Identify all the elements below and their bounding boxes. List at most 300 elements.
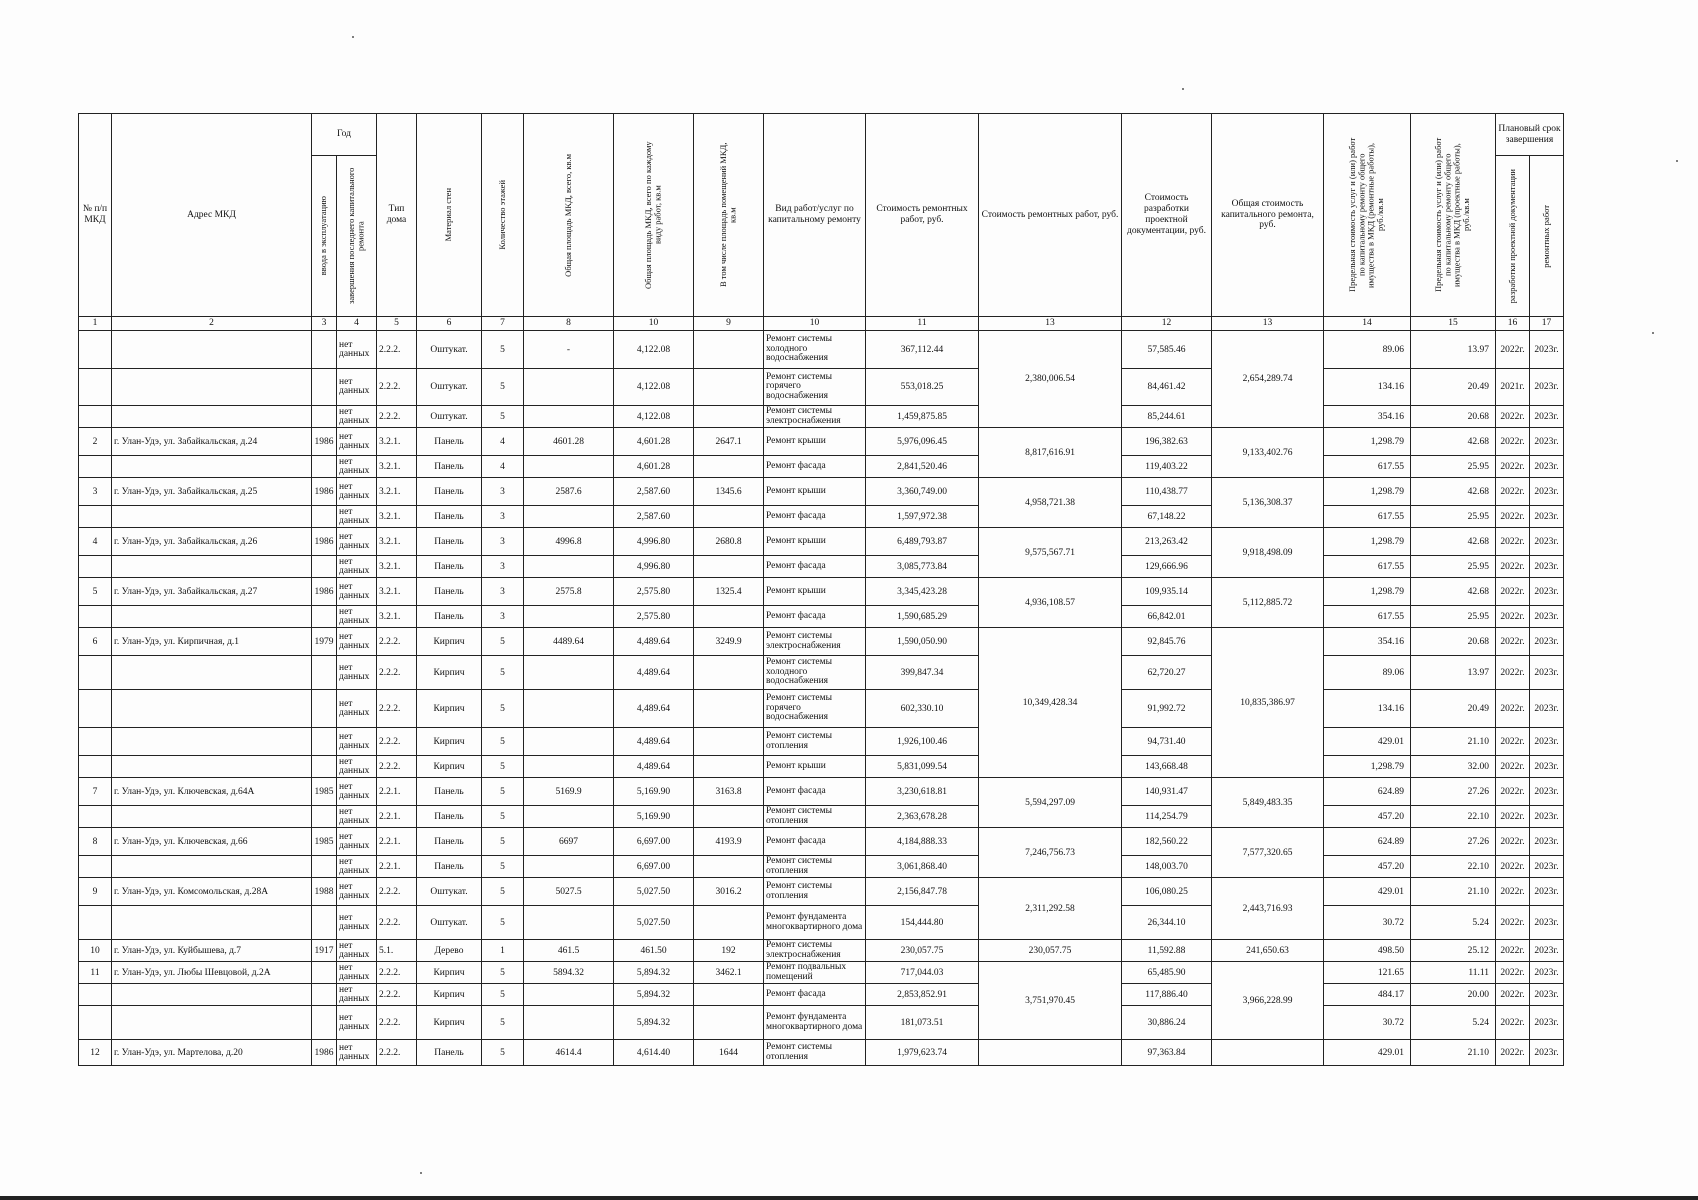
cell-address xyxy=(112,984,312,1006)
cell-deadline-design: 2022г. xyxy=(1496,556,1530,578)
cell-premises-area xyxy=(694,1006,764,1040)
cell-num xyxy=(79,406,112,428)
cell-premises-area: 4193.9 xyxy=(694,828,764,856)
cell-limit-design: 42.68 xyxy=(1411,578,1496,606)
cell-floors: 5 xyxy=(482,806,524,828)
header-floors: Количество этажей xyxy=(482,114,524,317)
cell-address xyxy=(112,728,312,756)
cell-repair-cost: 717,044.03 xyxy=(866,962,979,984)
cell-premises-area: 2680.8 xyxy=(694,528,764,556)
cell-deadline-design: 2022г. xyxy=(1496,528,1530,556)
cell-year-last-repair: нет данных xyxy=(337,628,377,656)
cell-num: 11 xyxy=(79,962,112,984)
cell-limit-design: 25.95 xyxy=(1411,556,1496,578)
cell-year-last-repair: нет данных xyxy=(337,656,377,690)
cell-work-type: Ремонт системы отопления xyxy=(764,1040,866,1066)
header-premises-area: В том числе площадь помещений МКД, кв.м xyxy=(694,114,764,317)
cell-design-cost: 110,438.77 xyxy=(1122,478,1212,506)
cell-work-type: Ремонт системы отопления xyxy=(764,806,866,828)
cell-design-cost: 148,003.70 xyxy=(1122,856,1212,878)
table-row xyxy=(79,878,1564,906)
cell-design-cost: 26,344.10 xyxy=(1122,906,1212,940)
cell-deadline-design: 2022г. xyxy=(1496,778,1530,806)
cell-repair-cost: 3,085,773.84 xyxy=(866,556,979,578)
column-number: 8 xyxy=(524,317,614,331)
cell-address: г. Улан-Удэ, ул. Куйбышева, д.7 xyxy=(112,940,312,962)
cell-repair-cost: 3,360,749.00 xyxy=(866,478,979,506)
cell-deadline-design: 2022г. xyxy=(1496,878,1530,906)
cell-limit-repair: 457.20 xyxy=(1324,806,1411,828)
cell-area-per-work: 5,169.90 xyxy=(614,778,694,806)
cell-wall-material: Кирпич xyxy=(417,1006,482,1040)
cell-num xyxy=(79,506,112,528)
cell-year-commission: 1917 xyxy=(312,940,337,962)
cell-limit-repair: 624.89 xyxy=(1324,778,1411,806)
cell-house-type: 2.2.2. xyxy=(377,406,417,428)
cell-limit-repair: 457.20 xyxy=(1324,856,1411,878)
table-row xyxy=(79,806,1564,828)
cell-address: г. Улан-Удэ, ул. Ключевская, д.66 xyxy=(112,828,312,856)
cell-deadline-repair: 2023г. xyxy=(1530,369,1564,406)
cell-total-area xyxy=(524,856,614,878)
cell-total-area: 5027.5 xyxy=(524,878,614,906)
cell-total-cost: 2,443,716.93 xyxy=(1212,878,1324,940)
cell-total-cost: 7,577,320.65 xyxy=(1212,828,1324,878)
cell-repair-cost-total: 9,575,567.71 xyxy=(979,528,1122,578)
cell-design-cost: 106,080.25 xyxy=(1122,878,1212,906)
cell-deadline-design: 2022г. xyxy=(1496,428,1530,456)
cell-design-cost: 109,935.14 xyxy=(1122,578,1212,606)
cell-deadline-design: 2022г. xyxy=(1496,506,1530,528)
cell-floors: 5 xyxy=(482,728,524,756)
cell-deadline-repair: 2023г. xyxy=(1530,1040,1564,1066)
cell-design-cost: 117,886.40 xyxy=(1122,984,1212,1006)
cell-house-type: 2.2.1. xyxy=(377,778,417,806)
cell-limit-design: 42.68 xyxy=(1411,478,1496,506)
table-row xyxy=(79,406,1564,428)
cell-deadline-design: 2022г. xyxy=(1496,962,1530,984)
cell-limit-design: 20.49 xyxy=(1411,690,1496,728)
table-row xyxy=(79,528,1564,556)
cell-premises-area: 3163.8 xyxy=(694,778,764,806)
cell-deadline-repair: 2023г. xyxy=(1530,506,1564,528)
cell-deadline-repair: 2023г. xyxy=(1530,878,1564,906)
cell-work-type: Ремонт системы электроснабжения xyxy=(764,940,866,962)
cell-deadline-repair: 2023г. xyxy=(1530,606,1564,628)
cell-limit-repair: 429.01 xyxy=(1324,1040,1411,1066)
cell-floors: 5 xyxy=(482,778,524,806)
cell-total-cost: 3,966,228.99 xyxy=(1212,962,1324,1040)
cell-area-per-work: 4,122.08 xyxy=(614,369,694,406)
cell-limit-repair: 354.16 xyxy=(1324,628,1411,656)
page-bottom-edge xyxy=(0,1196,1698,1200)
cell-wall-material: Панель xyxy=(417,456,482,478)
cell-repair-cost: 399,847.34 xyxy=(866,656,979,690)
cell-house-type: 3.2.1. xyxy=(377,556,417,578)
cell-wall-material: Панель xyxy=(417,606,482,628)
cell-area-per-work: 6,697.00 xyxy=(614,828,694,856)
cell-premises-area: 3462.1 xyxy=(694,962,764,984)
cell-total-cost: 9,133,402.76 xyxy=(1212,428,1324,478)
cell-year-commission: 1986 xyxy=(312,1040,337,1066)
cell-limit-design: 22.10 xyxy=(1411,856,1496,878)
cell-year-commission xyxy=(312,606,337,628)
cell-premises-area xyxy=(694,806,764,828)
header-limit-repair: Предельная стоимость услуг и (или) работ по капитальному ремонту общего имущества в МКД (ремонтные работы), руб./кв.м xyxy=(1324,114,1411,317)
cell-year-last-repair: нет данных xyxy=(337,1006,377,1040)
cell-work-type: Ремонт подвальных помещений xyxy=(764,962,866,984)
cell-premises-area xyxy=(694,556,764,578)
table-row xyxy=(79,906,1564,940)
cell-deadline-design: 2022г. xyxy=(1496,456,1530,478)
cell-repair-cost: 1,590,685.29 xyxy=(866,606,979,628)
cell-total-area: 6697 xyxy=(524,828,614,856)
cell-address xyxy=(112,690,312,728)
cell-num: 3 xyxy=(79,478,112,506)
cell-repair-cost: 3,230,618.81 xyxy=(866,778,979,806)
cell-area-per-work: 4,489.64 xyxy=(614,728,694,756)
column-number: 2 xyxy=(112,317,312,331)
table-row xyxy=(79,828,1564,856)
cell-deadline-design: 2022г. xyxy=(1496,756,1530,778)
cell-total-cost: 10,835,386.97 xyxy=(1212,628,1324,778)
cell-deadline-design: 2022г. xyxy=(1496,656,1530,690)
cell-deadline-repair: 2023г. xyxy=(1530,906,1564,940)
header-address: Адрес МКД xyxy=(112,114,312,317)
cell-limit-design: 32.00 xyxy=(1411,756,1496,778)
cell-deadline-repair: 2023г. xyxy=(1530,478,1564,506)
cell-limit-repair: 89.06 xyxy=(1324,656,1411,690)
cell-premises-area: 3016.2 xyxy=(694,878,764,906)
cell-wall-material: Оштукат. xyxy=(417,878,482,906)
cell-floors: 4 xyxy=(482,428,524,456)
cell-wall-material: Дерево xyxy=(417,940,482,962)
cell-total-area xyxy=(524,1006,614,1040)
cell-total-area: 4601.28 xyxy=(524,428,614,456)
cell-limit-design: 22.10 xyxy=(1411,806,1496,828)
cell-floors: 3 xyxy=(482,578,524,606)
cell-address: г. Улан-Удэ, ул. Комсомольская, д.28А xyxy=(112,878,312,906)
cell-num xyxy=(79,331,112,369)
cell-floors: 5 xyxy=(482,628,524,656)
cell-address xyxy=(112,506,312,528)
cell-deadline-design: 2022г. xyxy=(1496,690,1530,728)
cell-year-last-repair: нет данных xyxy=(337,428,377,456)
cell-deadline-repair: 2023г. xyxy=(1530,756,1564,778)
cell-premises-area xyxy=(694,606,764,628)
cell-wall-material: Кирпич xyxy=(417,690,482,728)
column-number: 7 xyxy=(482,317,524,331)
cell-repair-cost-total: 7,246,756.73 xyxy=(979,828,1122,878)
cell-num xyxy=(79,456,112,478)
cell-year-last-repair: нет данных xyxy=(337,478,377,506)
cell-wall-material: Панель xyxy=(417,428,482,456)
cell-area-per-work: 2,575.80 xyxy=(614,578,694,606)
cell-work-type: Ремонт крыши xyxy=(764,578,866,606)
cell-area-per-work: 2,587.60 xyxy=(614,506,694,528)
cell-deadline-design: 2022г. xyxy=(1496,578,1530,606)
cell-address xyxy=(112,556,312,578)
cell-floors: 5 xyxy=(482,962,524,984)
cell-limit-repair: 624.89 xyxy=(1324,828,1411,856)
header-wall-material: Материал стен xyxy=(417,114,482,317)
cell-floors: 3 xyxy=(482,556,524,578)
header-num: № п/п МКД xyxy=(79,114,112,317)
header-work-type: Вид работ/услуг по капитальному ремонту xyxy=(764,114,866,317)
cell-year-commission: 1986 xyxy=(312,578,337,606)
cell-repair-cost-total: 230,057.75 xyxy=(979,940,1122,962)
cell-work-type: Ремонт крыши xyxy=(764,478,866,506)
table-row xyxy=(79,506,1564,528)
cell-floors: 5 xyxy=(482,1006,524,1040)
cell-design-cost: 84,461.42 xyxy=(1122,369,1212,406)
cell-limit-design: 21.10 xyxy=(1411,728,1496,756)
cell-work-type: Ремонт системы горячего водоснабжения xyxy=(764,369,866,406)
cell-area-per-work: 5,894.32 xyxy=(614,984,694,1006)
cell-num: 4 xyxy=(79,528,112,556)
cell-repair-cost: 1,597,972.38 xyxy=(866,506,979,528)
cell-premises-area: 1325.4 xyxy=(694,578,764,606)
cell-total-area: 4996.8 xyxy=(524,528,614,556)
cell-year-last-repair: нет данных xyxy=(337,728,377,756)
cell-design-cost: 11,592.88 xyxy=(1122,940,1212,962)
repair-plan-table xyxy=(78,113,1564,1066)
cell-limit-design: 25.12 xyxy=(1411,940,1496,962)
cell-floors: 3 xyxy=(482,528,524,556)
cell-num: 6 xyxy=(79,628,112,656)
cell-work-type: Ремонт фасада xyxy=(764,556,866,578)
cell-address xyxy=(112,456,312,478)
cell-year-last-repair: нет данных xyxy=(337,331,377,369)
cell-limit-design: 42.68 xyxy=(1411,428,1496,456)
header-house-type: Тип дома xyxy=(377,114,417,317)
cell-repair-cost: 3,061,868.40 xyxy=(866,856,979,878)
header-total-area: Общая площадь МКД, всего, кв.м xyxy=(524,114,614,317)
cell-work-type: Ремонт крыши xyxy=(764,428,866,456)
cell-work-type: Ремонт системы отопления xyxy=(764,878,866,906)
cell-area-per-work: 4,601.28 xyxy=(614,428,694,456)
cell-total-area xyxy=(524,728,614,756)
cell-repair-cost: 2,853,852.91 xyxy=(866,984,979,1006)
cell-num xyxy=(79,728,112,756)
cell-wall-material: Кирпич xyxy=(417,984,482,1006)
cell-repair-cost: 5,976,096.45 xyxy=(866,428,979,456)
cell-house-type: 3.2.1. xyxy=(377,528,417,556)
header-deadline-design: разработки проектной документации xyxy=(1496,156,1530,317)
cell-num: 5 xyxy=(79,578,112,606)
cell-design-cost: 182,560.22 xyxy=(1122,828,1212,856)
cell-limit-repair: 89.06 xyxy=(1324,331,1411,369)
cell-house-type: 2.2.2. xyxy=(377,369,417,406)
table-row xyxy=(79,728,1564,756)
cell-address xyxy=(112,656,312,690)
cell-wall-material: Кирпич xyxy=(417,628,482,656)
cell-premises-area xyxy=(694,984,764,1006)
cell-limit-repair: 1,298.79 xyxy=(1324,428,1411,456)
cell-deadline-design: 2022г. xyxy=(1496,984,1530,1006)
cell-repair-cost-total: 4,958,721.38 xyxy=(979,478,1122,528)
cell-floors: 5 xyxy=(482,984,524,1006)
cell-repair-cost-total: 4,936,108.57 xyxy=(979,578,1122,628)
cell-house-type: 2.2.2. xyxy=(377,878,417,906)
cell-repair-cost-total: 10,349,428.34 xyxy=(979,628,1122,778)
cell-work-type: Ремонт системы электроснабжения xyxy=(764,628,866,656)
cell-area-per-work: 5,894.32 xyxy=(614,1006,694,1040)
cell-design-cost: 143,668.48 xyxy=(1122,756,1212,778)
cell-deadline-repair: 2023г. xyxy=(1530,1006,1564,1040)
cell-limit-repair: 1,298.79 xyxy=(1324,578,1411,606)
cell-design-cost: 85,244.61 xyxy=(1122,406,1212,428)
table-row xyxy=(79,756,1564,778)
cell-total-cost: 5,849,483.35 xyxy=(1212,778,1324,828)
cell-year-last-repair: нет данных xyxy=(337,906,377,940)
cell-total-area: 2587.6 xyxy=(524,478,614,506)
table-row xyxy=(79,369,1564,406)
table-body xyxy=(79,331,1564,1066)
cell-year-commission xyxy=(312,728,337,756)
cell-wall-material: Панель xyxy=(417,528,482,556)
cell-address: г. Улан-Удэ, ул. Ключевская, д.64А xyxy=(112,778,312,806)
cell-floors: 5 xyxy=(482,656,524,690)
cell-deadline-design: 2022г. xyxy=(1496,806,1530,828)
cell-work-type: Ремонт фундамента многоквартирного дома xyxy=(764,1006,866,1040)
cell-wall-material: Кирпич xyxy=(417,656,482,690)
cell-total-area xyxy=(524,806,614,828)
cell-total-cost: 5,112,885.72 xyxy=(1212,578,1324,628)
cell-floors: 1 xyxy=(482,940,524,962)
cell-num xyxy=(79,906,112,940)
cell-premises-area xyxy=(694,506,764,528)
header-deadline-repair: ремонтных работ xyxy=(1530,156,1564,317)
cell-total-area xyxy=(524,506,614,528)
table-header xyxy=(79,114,1564,331)
cell-area-per-work: 4,996.80 xyxy=(614,556,694,578)
cell-limit-design: 20.00 xyxy=(1411,984,1496,1006)
cell-repair-cost: 3,345,423.28 xyxy=(866,578,979,606)
cell-num xyxy=(79,656,112,690)
cell-repair-cost: 5,831,099.54 xyxy=(866,756,979,778)
cell-total-area xyxy=(524,556,614,578)
cell-limit-design: 21.10 xyxy=(1411,1040,1496,1066)
cell-deadline-repair: 2023г. xyxy=(1530,984,1564,1006)
cell-design-cost: 196,382.63 xyxy=(1122,428,1212,456)
cell-limit-design: 27.26 xyxy=(1411,828,1496,856)
cell-year-last-repair: нет данных xyxy=(337,878,377,906)
header-year-last-repair: завершения последнего капитального ремонта xyxy=(337,156,377,317)
cell-wall-material: Панель xyxy=(417,828,482,856)
cell-limit-repair: 354.16 xyxy=(1324,406,1411,428)
cell-area-per-work: 4,614.40 xyxy=(614,1040,694,1066)
cell-year-commission xyxy=(312,962,337,984)
cell-total-cost: 5,136,308.37 xyxy=(1212,478,1324,528)
cell-house-type: 3.2.1. xyxy=(377,506,417,528)
cell-year-last-repair: нет данных xyxy=(337,984,377,1006)
cell-limit-design: 21.10 xyxy=(1411,878,1496,906)
cell-wall-material: Оштукат. xyxy=(417,331,482,369)
cell-premises-area xyxy=(694,756,764,778)
cell-deadline-design: 2022г. xyxy=(1496,728,1530,756)
cell-repair-cost-total xyxy=(979,1040,1122,1066)
cell-total-area: 4489.64 xyxy=(524,628,614,656)
column-number: 15 xyxy=(1411,317,1496,331)
cell-wall-material: Панель xyxy=(417,778,482,806)
cell-design-cost: 114,254.79 xyxy=(1122,806,1212,828)
cell-address: г. Улан-Удэ, ул. Мартелова, д.20 xyxy=(112,1040,312,1066)
cell-year-last-repair: нет данных xyxy=(337,828,377,856)
cell-area-per-work: 4,489.64 xyxy=(614,690,694,728)
cell-work-type: Ремонт фасада xyxy=(764,828,866,856)
cell-total-area xyxy=(524,406,614,428)
cell-year-commission xyxy=(312,406,337,428)
column-number: 13 xyxy=(979,317,1122,331)
cell-repair-cost-total: 2,380,006.54 xyxy=(979,331,1122,428)
cell-year-last-repair: нет данных xyxy=(337,578,377,606)
cell-limit-design: 25.95 xyxy=(1411,506,1496,528)
cell-design-cost: 97,363.84 xyxy=(1122,1040,1212,1066)
cell-house-type: 2.2.1. xyxy=(377,806,417,828)
cell-repair-cost: 367,112.44 xyxy=(866,331,979,369)
cell-deadline-design: 2021г. xyxy=(1496,369,1530,406)
cell-num xyxy=(79,556,112,578)
cell-year-commission xyxy=(312,906,337,940)
cell-total-area: 5894.32 xyxy=(524,962,614,984)
cell-design-cost: 67,148.22 xyxy=(1122,506,1212,528)
cell-house-type: 2.2.1. xyxy=(377,856,417,878)
cell-year-commission xyxy=(312,369,337,406)
cell-total-area xyxy=(524,756,614,778)
cell-deadline-design: 2022г. xyxy=(1496,906,1530,940)
column-number: 17 xyxy=(1530,317,1564,331)
cell-limit-repair: 617.55 xyxy=(1324,456,1411,478)
cell-repair-cost: 602,330.10 xyxy=(866,690,979,728)
cell-year-last-repair: нет данных xyxy=(337,690,377,728)
cell-limit-design: 20.68 xyxy=(1411,628,1496,656)
cell-address xyxy=(112,1006,312,1040)
cell-area-per-work: 5,169.90 xyxy=(614,806,694,828)
column-number: 10 xyxy=(614,317,694,331)
cell-design-cost: 57,585.46 xyxy=(1122,331,1212,369)
cell-work-type: Ремонт фасада xyxy=(764,984,866,1006)
cell-limit-design: 11.11 xyxy=(1411,962,1496,984)
table-row xyxy=(79,940,1564,962)
cell-limit-repair: 121.65 xyxy=(1324,962,1411,984)
cell-design-cost: 94,731.40 xyxy=(1122,728,1212,756)
cell-house-type: 2.2.2. xyxy=(377,690,417,728)
cell-num xyxy=(79,984,112,1006)
cell-deadline-repair: 2023г. xyxy=(1530,528,1564,556)
cell-house-type: 3.2.1. xyxy=(377,606,417,628)
cell-area-per-work: 4,489.64 xyxy=(614,656,694,690)
cell-limit-repair: 30.72 xyxy=(1324,1006,1411,1040)
cell-deadline-repair: 2023г. xyxy=(1530,690,1564,728)
cell-limit-design: 25.95 xyxy=(1411,606,1496,628)
cell-total-area: 461.5 xyxy=(524,940,614,962)
cell-repair-cost-total: 2,311,292.58 xyxy=(979,878,1122,940)
cell-year-last-repair: нет данных xyxy=(337,606,377,628)
cell-wall-material: Панель xyxy=(417,1040,482,1066)
cell-num xyxy=(79,1006,112,1040)
cell-area-per-work: 461.50 xyxy=(614,940,694,962)
cell-design-cost: 119,403.22 xyxy=(1122,456,1212,478)
cell-limit-repair: 1,298.79 xyxy=(1324,478,1411,506)
column-number: 4 xyxy=(337,317,377,331)
table-row xyxy=(79,578,1564,606)
cell-num: 9 xyxy=(79,878,112,906)
cell-limit-repair: 429.01 xyxy=(1324,878,1411,906)
cell-design-cost: 62,720.27 xyxy=(1122,656,1212,690)
cell-floors: 5 xyxy=(482,369,524,406)
cell-limit-repair: 30.72 xyxy=(1324,906,1411,940)
